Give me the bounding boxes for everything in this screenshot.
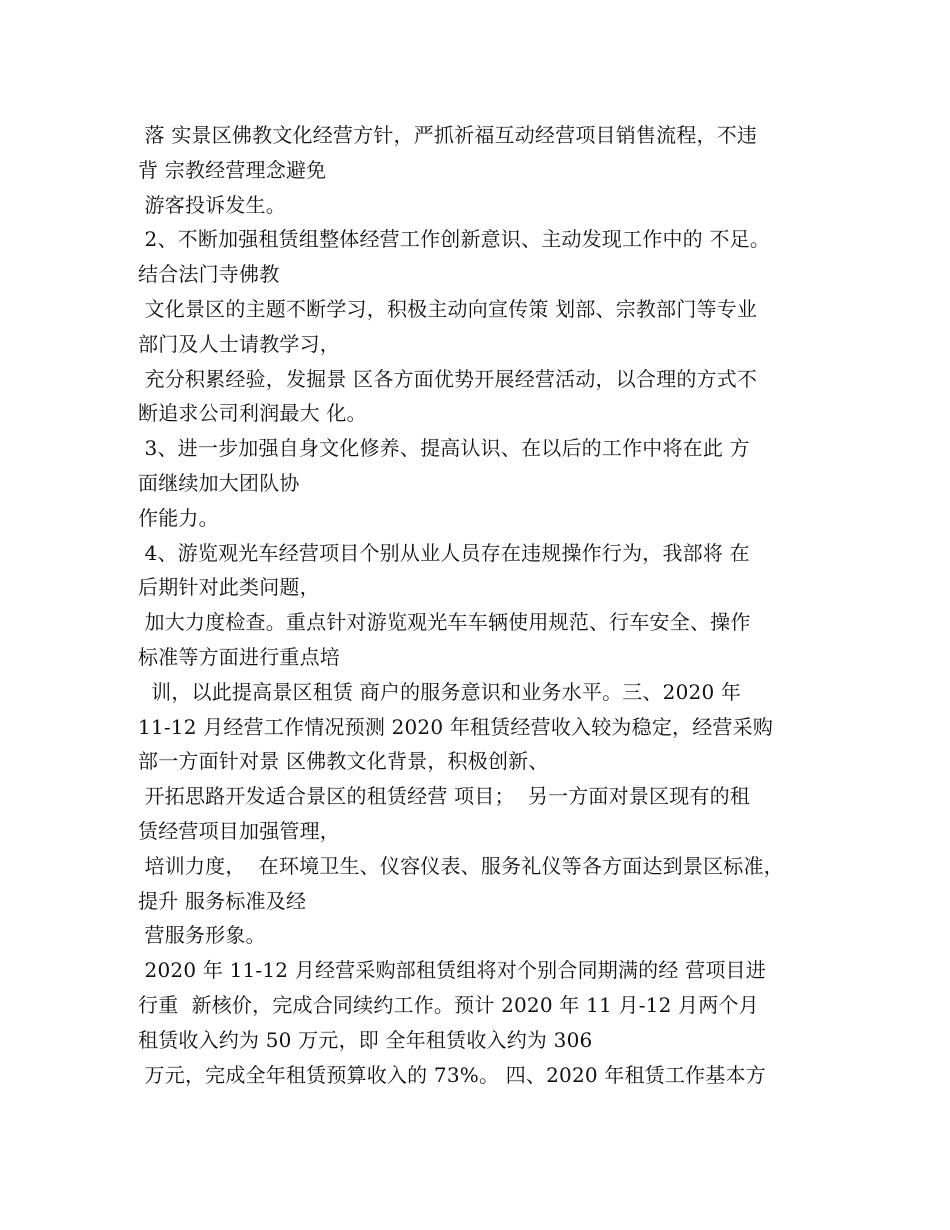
- text-line: 开拓思路开发适合景区的租赁经营 项目； 另一方面对景区现有的租: [138, 784, 751, 809]
- text-line: 11-12 月经营工作情况预测 2020 年租赁经营收入较为稳定，经营采购: [138, 714, 774, 739]
- text-line: 后期针对此类问题，: [138, 575, 320, 600]
- document-body-text: [138, 118, 828, 1092]
- text-line: 万元，完成全年租赁预算收入的 73%。 四、2020 年租赁工作基本方: [138, 1062, 766, 1087]
- text-line: 标准等方面进行重点培: [138, 644, 340, 669]
- text-line: 3、进一步加强自身文化修养、提高认识、在以后的工作中将在此 方: [138, 436, 750, 461]
- text-line: 部门及人士请教学习，: [138, 331, 340, 356]
- text-line: 加大力度检查。重点针对游览观光车车辆使用规范、行车安全、操作: [138, 610, 751, 635]
- text-line: 游客投诉发生。: [138, 192, 286, 217]
- text-line: 充分积累经验，发掘景 区各方面优势开展经营活动，以合理的方式不: [138, 366, 758, 391]
- text-line: 2020 年 11-12 月经营采购部租赁组将对个别合同期满的经 营项目进: [138, 958, 766, 983]
- text-line: 营服务形象。: [138, 923, 266, 948]
- text-line: 面继续加大团队协: [138, 470, 300, 495]
- text-line: 提升 服务标准及经: [138, 888, 307, 913]
- text-line: 2、不断加强租赁组整体经营工作创新意识、主动发现工作中的 不足。: [138, 227, 771, 252]
- text-line: 断追求公司利润最大 化。: [138, 401, 367, 426]
- text-line: 行重 新核价，完成合同续约工作。预计 2020 年 11 月-12 月两个月: [138, 992, 759, 1017]
- text-line: 租赁收入约为 50 万元，即 全年租赁收入约为 306: [138, 1027, 593, 1052]
- text-line: 培训力度， 在环境卫生、仪容仪表、服务礼仪等各方面达到景区标准，: [138, 853, 784, 878]
- text-line: 赁经营项目加强管理，: [138, 818, 340, 843]
- text-line: 文化景区的主题不断学习，积极主动向宣传策 划部、宗教部门等专业: [138, 296, 758, 321]
- text-line: 部一方面针对景 区佛教文化背景，积极创新、: [138, 749, 549, 774]
- text-line: 作能力。: [138, 505, 219, 530]
- text-line: 结合法门寺佛教: [138, 262, 280, 287]
- text-line: 落 实景区佛教文化经营方针，严抓祈福互动经营项目销售流程，不违: [138, 123, 758, 147]
- text-line: 4、游览观光车经营项目个别从业人员存在违规操作行为，我部将 在: [138, 540, 750, 565]
- text-line: 背 宗教经营理念避免: [138, 157, 327, 182]
- text-line: 训，以此提高景区租赁 商户的服务意识和业务水平。三、2020 年: [138, 679, 742, 704]
